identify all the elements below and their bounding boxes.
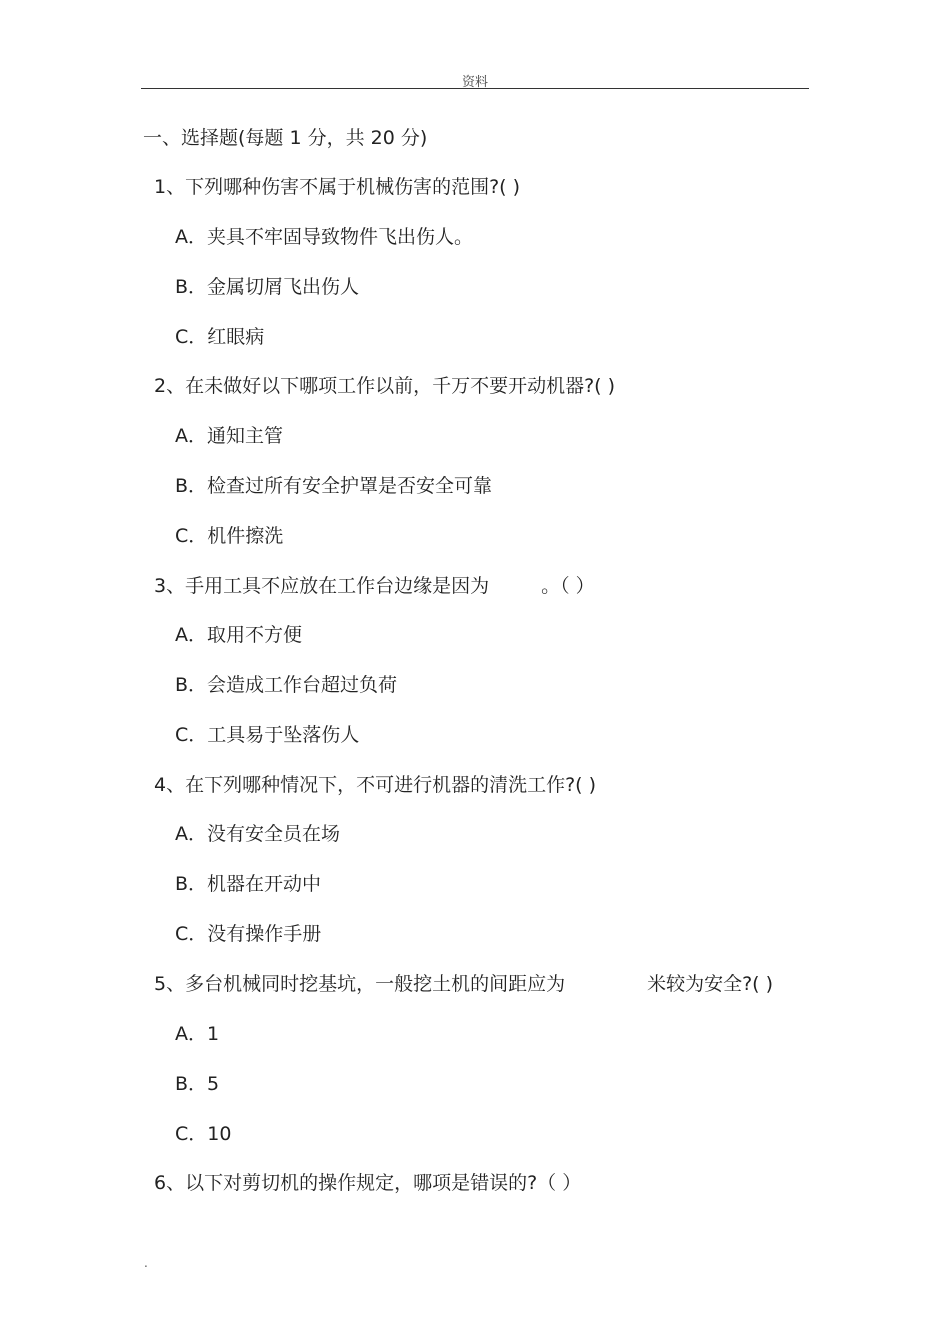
question-1-option-b: B．金属切屑飞出伤人 bbox=[175, 276, 360, 298]
question-1-option-c: C．红眼病 bbox=[175, 326, 265, 348]
question-3-option-b: B．会造成工作台超过负荷 bbox=[175, 674, 398, 696]
question-5-text: 5、多台机械同时挖基坑，一般挖土机的间距应为 bbox=[154, 973, 566, 995]
footer-mark: . bbox=[144, 1256, 148, 1270]
question-3-suffix: 。（ ） bbox=[541, 575, 595, 597]
question-2-option-c: C．机件擦洗 bbox=[175, 525, 284, 547]
question-4-option-a: A．没有安全员在场 bbox=[175, 823, 340, 845]
question-3 bbox=[154, 574, 595, 598]
question-5-suffix: 米较为安全?( ) bbox=[647, 973, 774, 995]
question-3-option-a: A．取用不方便 bbox=[175, 624, 302, 646]
question-3-option-c: C．工具易于坠落伤人 bbox=[175, 724, 360, 746]
page-header bbox=[141, 0, 809, 89]
question-5-option-c: C．10 bbox=[175, 1123, 232, 1145]
header-label: 资料 bbox=[461, 75, 488, 90]
question-5 bbox=[154, 972, 773, 996]
question-5-option-a: A．1 bbox=[175, 1023, 220, 1045]
question-2-option-b: B．检查过所有安全护罩是否安全可靠 bbox=[175, 475, 493, 497]
question-4-option-b: B．机器在开动中 bbox=[175, 873, 322, 895]
question-3-text: 3、手用工具不应放在工作台边缘是因为 bbox=[154, 575, 490, 597]
question-5-option-b: B．5 bbox=[175, 1073, 220, 1095]
question-1: 1、下列哪种伤害不属于机械伤害的范围?( ) bbox=[154, 176, 521, 198]
question-6: 6、以下对剪切机的操作规定，哪项是错误的?（ ） bbox=[154, 1172, 582, 1194]
question-1-option-a: A．夹具不牢固导致物件飞出伤人。 bbox=[175, 226, 473, 248]
question-2: 2、在未做好以下哪项工作以前，千万不要开动机器?( ) bbox=[154, 375, 616, 397]
question-4-option-c: C．没有操作手册 bbox=[175, 923, 322, 945]
question-2-option-a: A．通知主管 bbox=[175, 425, 283, 447]
question-4: 4、在下列哪种情况下，不可进行机器的清洗工作?( ) bbox=[154, 774, 597, 796]
section-title: 一、选择题(每题 1 分，共 20 分) bbox=[143, 127, 428, 149]
